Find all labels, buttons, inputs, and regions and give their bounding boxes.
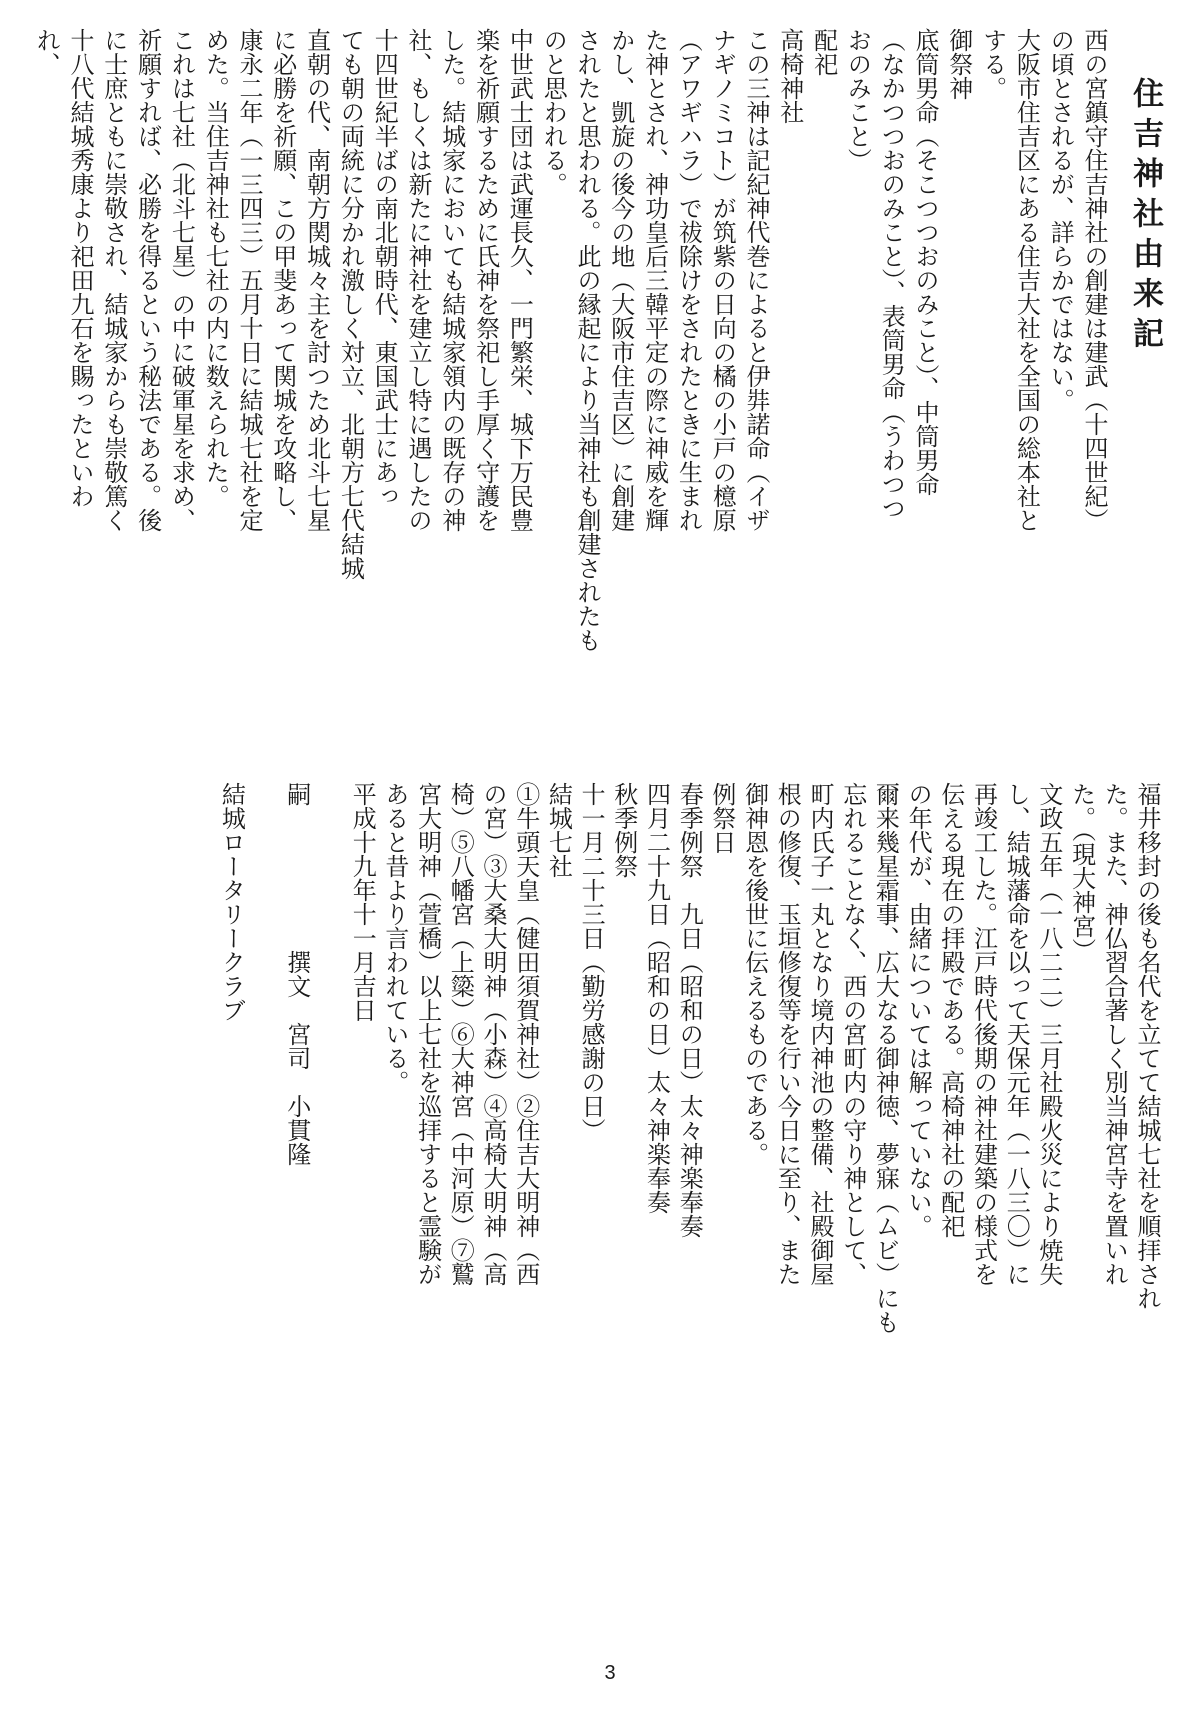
upper-text-column: 御祭神	[944, 28, 973, 100]
lower-text-column: 福井移封の後も名代を立てて結城七社を順拝され	[1133, 782, 1161, 1310]
upper-text-column: されたと思われる。此の縁起により当神社も創建されたも	[573, 28, 601, 652]
upper-text-column: 十四世紀半ばの南北朝時代、東国武士にあっ	[370, 28, 399, 508]
upper-text-column: た神とされ、神功皇后三韓平定の際に神威を輝	[640, 28, 669, 532]
lower-text-column: ①牛頭天皇（健田須賀神社）②住吉大明神（西	[511, 782, 540, 1286]
lower-text-column: 再竣工した。江戸時代後期の神社建築の様式を	[969, 782, 998, 1286]
lower-text-column: 四月二十九日（昭和の日）太々神楽奉奏	[642, 782, 671, 1214]
lower-text-column: 春季例祭 九日（昭和の日）太々神楽奉奏	[675, 782, 704, 1238]
lower-text-column: 宮大明神（萱橋）以上七社を巡拝すると霊験が	[413, 782, 442, 1286]
upper-text-column: する。	[978, 28, 1007, 100]
upper-text-column: この三神は記紀神代巻によると伊弉諾命（イザ	[742, 28, 770, 532]
page-number: 3	[604, 1662, 616, 1684]
lower-text-column: 例祭日	[707, 782, 736, 854]
lower-text-column: 文政五年（一八二二）三月社殿火災により焼失	[1034, 782, 1063, 1286]
upper-text-column: 社、もしくは新たに神社を建立し特に遇したの	[404, 28, 432, 532]
lower-text-column: 結城七社	[544, 782, 573, 878]
upper-text-column: の頃とされるが、詳らかではない。	[1046, 28, 1075, 412]
lower-text-column: 御神恩を後世に伝えるものである。	[740, 782, 769, 1166]
upper-text-column: 配祀	[809, 28, 838, 76]
upper-text-column: かし、凱旋の後今の地（大阪市住吉区）に創建	[606, 28, 635, 532]
upper-text-column: 楽を祈願するために氏神を祭祀し手厚く守護を	[471, 28, 500, 532]
upper-text-column: ても朝の両統に分かれ激しく対立、北朝方七代結城	[336, 28, 365, 580]
lower-text-column: 椅）⑤八幡宮（上簗）⑥大神宮（中河原）⑦鷲	[446, 782, 475, 1286]
upper-text-column: した。結城家においても結城家領内の既存の神	[437, 28, 466, 532]
upper-text-column: めた。当住吉神社も七社の内に数えられた。	[201, 28, 230, 508]
upper-text-column: 直朝の代、南朝方関城々主を討つため北斗七星	[302, 28, 331, 532]
lower-text-column: 町内氏子一丸となり境内神池の整備、社殿御屋	[806, 782, 834, 1286]
lower-text-column: 嗣 撰文 宮司 小貫隆	[282, 782, 311, 1166]
lower-text-column: 平成十九年十一月吉日	[348, 782, 377, 1022]
lower-text-column: 爾来幾星霜事、広大なる御神徳、夢寐（ムビ）にも	[871, 782, 900, 1334]
upper-text-column: 中世武士団は武運長久、一門繁栄、城下万民豊	[505, 28, 534, 532]
lower-text-column: し、結城藩命を以って天保元年（一八三〇）に	[1002, 782, 1031, 1286]
upper-text-column: 祈願すれば、必勝を得るという秘法である。後	[133, 28, 162, 532]
lower-text-column: た。（現大神宮）	[1067, 782, 1096, 962]
upper-text-column: 高椅神社	[775, 28, 804, 124]
lower-text-column: あると昔より言われている。	[380, 782, 409, 1094]
lower-text-column: 秋季例祭	[609, 782, 638, 878]
upper-text-column: （なかつつおのみこと）、表筒男命（うわつつ	[877, 28, 906, 520]
upper-text-column: 十八代結城秀康より祀田九石を賜ったといわ	[66, 28, 94, 508]
upper-text-column: 康永二年（一三四三）五月十日に結城七社を定	[235, 28, 263, 532]
upper-text-column: 大阪市住吉区にある住吉大社を全国の総本社と	[1012, 28, 1041, 532]
upper-text-column: これは七社（北斗七星）の中に破軍星を求め、	[167, 28, 196, 532]
upper-text-column: おのみこと）	[843, 28, 872, 172]
upper-text-column: に士庶ともに崇敬され、結城家からも崇敬篤く	[99, 28, 128, 532]
lower-text-column: 伝える現在の拝殿である。高椅神社の配祀	[936, 782, 965, 1238]
document-title: 住吉神社由来記	[1127, 77, 1163, 357]
upper-text-column: 底筒男命（そこつつおのみこと）、中筒男命	[911, 28, 939, 496]
upper-text-column: のと思われる。	[539, 28, 568, 196]
lower-text-column: 十一月二十三日（勤労感謝の日）	[577, 782, 606, 1142]
lower-text-column: た。また、神仏習合著しく別当神宮寺を置いれ	[1100, 782, 1129, 1286]
upper-text-column: に必勝を祈願、この甲斐あって関城を攻略し、	[268, 28, 297, 532]
upper-text-column: れ、	[32, 28, 61, 76]
lower-text-column: 根の修復、玉垣修復等を行い今日に至り、また	[773, 782, 802, 1286]
lower-text-column: 結城ロータリークラブ	[217, 782, 246, 1022]
lower-text-column: の宮）③大桑大明神（小森）④高椅大明神（高	[479, 782, 507, 1286]
upper-text-column: （アワギハラ）で祓除けをされたときに生まれ	[674, 28, 703, 532]
upper-text-column: 西の宮鎮守住吉神社の創建は建武（十四世紀）	[1080, 28, 1108, 532]
lower-text-column: 忘れることなく、西の宮町内の守り神として、	[838, 782, 867, 1286]
lower-text-column: の年代が、由緒については解っていない。	[904, 782, 933, 1238]
upper-text-column: ナギノミコト）が筑紫の日向の橘の小戸の檍原	[708, 28, 737, 532]
